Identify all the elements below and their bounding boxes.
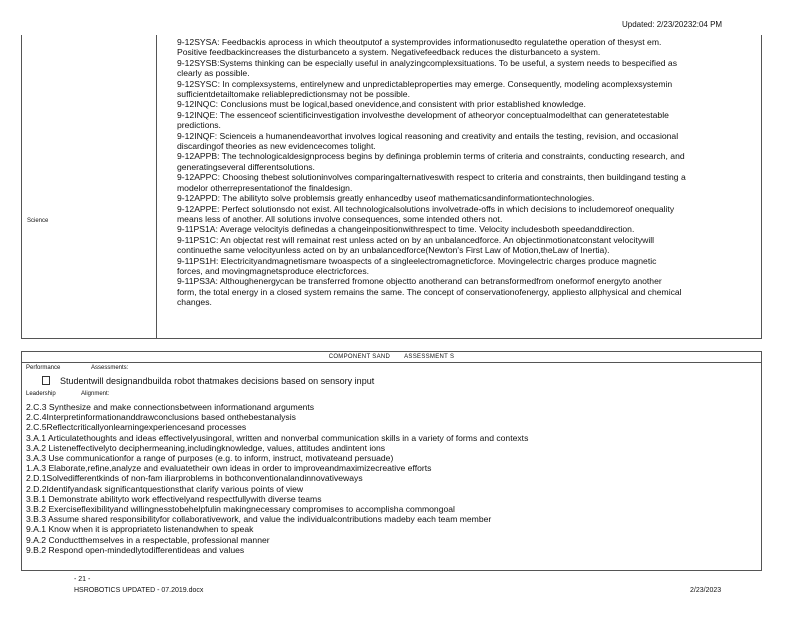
leadership-label: Leadership xyxy=(26,391,56,397)
standard-line: clearly as possible. xyxy=(177,68,250,79)
alignment-item: 3.A.2 Listeneffectivelyto deciphermeaning,includingknowledge, values, attitudes andintent ions xyxy=(26,442,386,453)
alignment-item: 3.B.3 Assume shared responsibilityfor collaborativework, and value the individualcontributions madeby each team member xyxy=(26,514,492,525)
alignment-item: 2.D.2Identifyandask significantquestionsthat clarify various points of view xyxy=(26,483,304,494)
components-assessments-table xyxy=(21,351,762,571)
standard-line: 9-11PS1A: Average velocityis definedas a changeinpositionwithrespect to time. Velocity includesboth speedanddirection. xyxy=(177,224,635,235)
bullet-icon xyxy=(42,376,50,385)
standard-line: changes. xyxy=(177,297,212,308)
alignment-item: 9.A.2 Conductthemselves in a respectable, professional manner xyxy=(26,534,270,545)
standard-line: 9-12INQC: Conclusions must be logical,based onevidence,and consistent with prior established knowledge. xyxy=(177,99,586,110)
standard-line: continuethe same velocityunless acted on by an unbalancedforce(Newton's First Law of Motion,theLaw of Inertia). xyxy=(177,245,610,256)
standard-line: 9-12APPD: The abilityto solve problemsis greatly enhancedby useof mathematicsandinformationtechnologies. xyxy=(177,193,595,204)
standard-line: 9-12SYSB:Systems thinking can be especially useful in analyzingcomplexsituations. To be useful, a system needs to bespecified as xyxy=(177,57,677,68)
alignment-item: 3.B.1 Demonstrate abilityto work effectivelyand respectfullywith diverse teams xyxy=(26,493,322,504)
science-standards-table xyxy=(21,35,762,339)
alignment-item: 2.C.5Reflectcriticallyonlearningexperiencesand processes xyxy=(26,422,247,433)
footer-page-number: - 21 - xyxy=(74,576,91,583)
alignment-item: 9.B.2 Respond open-mindedlytodifferentideas and values xyxy=(26,544,245,555)
assessments-label: Assessments: xyxy=(91,365,129,371)
standard-line: 9-11PS3A: Althoughenergycan be transferred fromone objectto anotherand can betransformedfrom oneformof energyto another xyxy=(177,276,662,287)
standard-line: sufficientdetailtomake reliablepredictionsmay not be possible. xyxy=(177,89,410,100)
alignment-list xyxy=(26,402,528,555)
alignment-label: Alignment: xyxy=(81,391,110,397)
components-header-left: COMPONENT SAND xyxy=(328,354,391,360)
alignment-item: 2.D.1Solvedifferentkinds of non-fam iliarproblems in bothconventionalandinnovativeways xyxy=(26,473,363,484)
standard-line: means less of another. All solutions involve consequences, some intended others not. xyxy=(177,213,503,224)
standard-line: form, the total energy in a closed system remains the same. The concept of conservationofenergy, appliesto allphysical and chemical xyxy=(177,286,682,297)
alignment-item: 3.B.2 Exerciseflexibilityand willingnesstobehelpfulin makingnecessary compromises to accomplisha commongoal xyxy=(26,504,455,515)
components-header-right: ASSESSMENT S xyxy=(404,354,455,360)
alignment-item: 9.A.1 Know when it is appropriateto listenandwhen to speak xyxy=(26,524,254,535)
footer-filename: HSROBOTICS UPDATED - 07.2019.docx xyxy=(74,587,204,594)
standard-line: modelor otherrepresentationof the finaldesign. xyxy=(177,182,353,193)
alignment-item: 2.C.4Interpretinformationanddrawconclusions based onthebestanalysis xyxy=(26,412,296,423)
science-standards-column xyxy=(156,35,759,338)
assessment-item xyxy=(42,376,374,386)
standard-line: 9-11PS1C: An objectat rest will remainat rest unless acted on by an unbalancedforce. An objectinmotionatconstant velocitywill xyxy=(177,234,655,245)
science-standards-list xyxy=(177,37,762,308)
standard-line: 9-12SYSC: In complexsystems, entirelynew and unpredictableproperties may emerge. Consequently, modeling acomplexsystemin xyxy=(177,78,673,89)
footer-date: 2/23/2023 xyxy=(690,587,722,594)
assessment-text: Studentwill designandbuilda robot thatmakes decisions based on sensory input xyxy=(60,376,375,386)
science-label: Science xyxy=(27,218,49,224)
standard-line: 9-12SYSA: Feedbackis aprocess in which theoutputof a systemprovides informationusedto regulatethe operation of thesyst em. xyxy=(177,37,662,47)
updated-timestamp: Updated: 2/23/20232:04 PM xyxy=(622,20,723,29)
alignment-item: 2.C.3 Synthesize and make connectionsbetween informationand arguments xyxy=(26,402,315,412)
standard-line: Positive feedbackincreases the disturbanceto a system. Negativefeedback reduces the disturbanceto a system. xyxy=(177,47,601,58)
components-header xyxy=(22,352,761,363)
standard-line: 9-12INQF: Scienceis a humanendeavorthat involves logical reasoning and creativity and entails the testing, revision, and occasional xyxy=(177,130,679,141)
standard-line: predictions. xyxy=(177,120,221,131)
standard-line: 9-12APPE: Perfect solutionsdo not exist. All technologicalsolutions involvetrade-offs in which decisions to includemoreof onequality xyxy=(177,203,675,214)
standard-line: 9-12APPB: The technologicaldesignprocess begins by defininga problemin terms of criteria and constraints, conducting research, and xyxy=(177,151,685,162)
standard-line: generatingseveral differentsolutions. xyxy=(177,161,315,172)
standard-line: discardingof theories as new evidencecomes tolight. xyxy=(177,141,376,152)
performance-label: Performance xyxy=(26,365,61,371)
standard-line: 9-12APPC: Choosing thebest solutioninvolves comparingalternativeswith respect to criteria and constraints, then buildingand testing a xyxy=(177,172,686,183)
alignment-item: 3.A.1 Articulatethoughts and ideas effectivelyusingoral, written and nonverbal communication skills in a variety of forms and contexts xyxy=(26,432,529,443)
standard-line: 9-11PS1H: Electricityandmagnetismare twoaspects of a singleelectromagneticforce. Movingelectric charges produce magnetic xyxy=(177,255,657,266)
standard-line: forces, and movingmagnetsproduce electricforces. xyxy=(177,265,370,276)
alignment-item: 1.A.3 Elaborate,refine,analyze and evaluatetheir own ideas in order to improveandmaximizecreative efforts xyxy=(26,463,432,474)
alignment-item: 3.A.3 Use communicationfor a range of purposes (e.g. to inform, instruct, motivateand persuade) xyxy=(26,453,394,464)
standard-line: 9-12INQE: The essenceof scientificinvestigation involvesthe development of atheoryor conceptualmodelthat can generatetestable xyxy=(177,109,669,120)
